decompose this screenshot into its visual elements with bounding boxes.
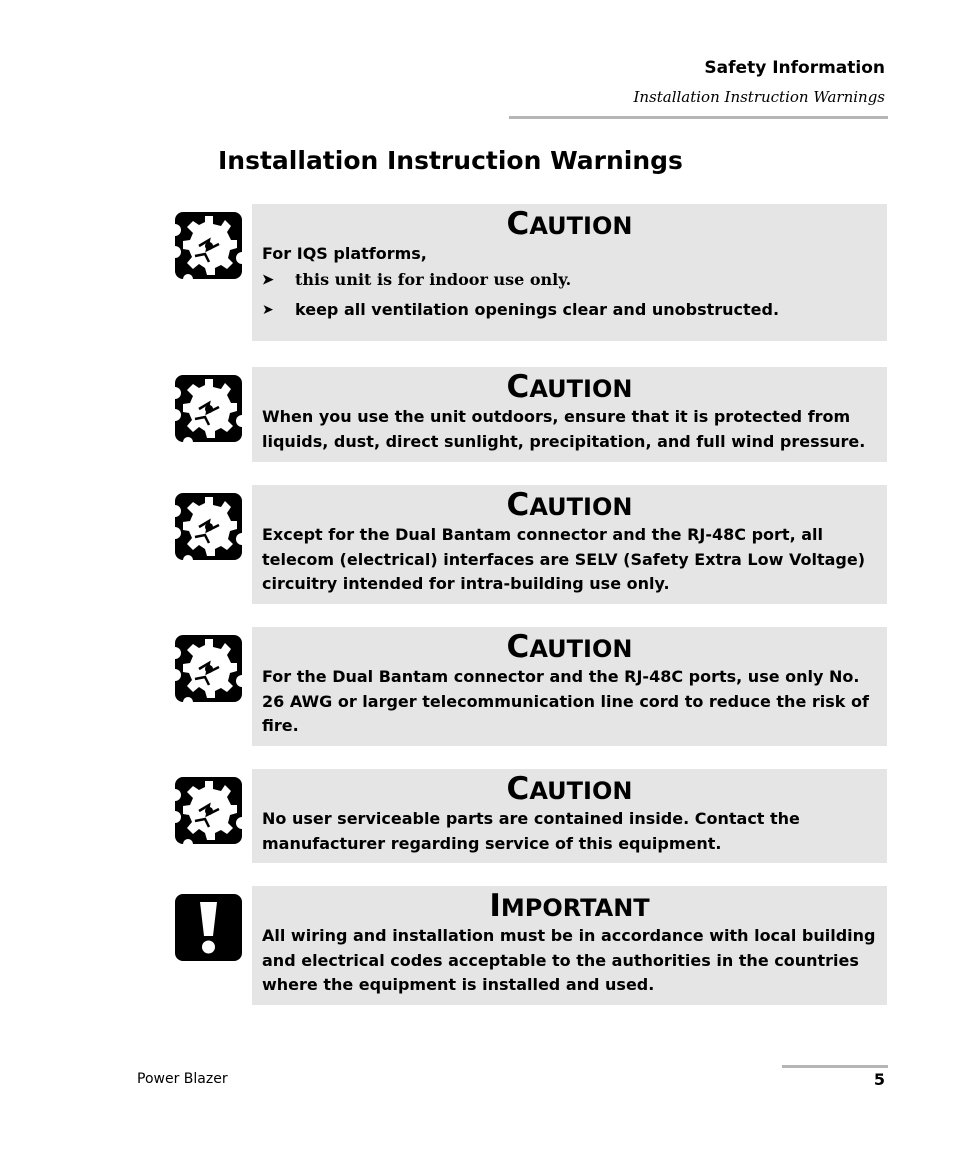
footer-product-name: Power Blazer — [137, 1071, 228, 1087]
caution-heading: CAUTION — [506, 487, 633, 523]
caution-text: When you use the unit outdoors, ensure that it is protected from liquids, dust, direct sunlight, precipitation, and full wind pressure. — [262, 407, 866, 451]
caution-box — [252, 367, 887, 462]
caution-heading: CAUTION — [506, 771, 633, 807]
caution-bullet-list — [262, 265, 877, 325]
caution-icon — [175, 777, 242, 844]
caution-text: Except for the Dual Bantam connector and the RJ-48C port, all telecom (electrical) interfaces are SELV (Safety Extra Low Voltage) circuitry intended for intra-building use only. — [262, 525, 866, 593]
arrow-bullet-icon: ➤ — [262, 301, 274, 318]
caution-icon — [175, 375, 242, 442]
important-text: All wiring and installation must be in accordance with local building and electrical codes acceptable to the authorities in the countries where the equipment is installed and used. — [262, 926, 876, 994]
page-title: Installation Instruction Warnings — [218, 146, 683, 175]
bullet-item: ➤ this unit is for indoor use only. — [262, 265, 877, 295]
caution-heading: CAUTION — [506, 206, 633, 242]
caution-heading: CAUTION — [506, 629, 633, 665]
running-header-subsection: Installation Instruction Warnings — [633, 88, 885, 106]
footer-rule — [782, 1065, 888, 1068]
important-box — [252, 886, 887, 1005]
caution-icon — [175, 212, 242, 279]
caution-text: No user serviceable parts are contained inside. Contact the manufacturer regarding service of this equipment. — [262, 809, 800, 853]
important-icon — [175, 894, 242, 961]
page-number: 5 — [873, 1070, 885, 1089]
important-heading: IMPORTANT — [489, 888, 650, 924]
running-header-section: Safety Information — [704, 58, 885, 78]
caution-icon — [175, 493, 242, 560]
caution-heading: CAUTION — [506, 369, 633, 405]
header-rule — [509, 116, 888, 119]
caution-box — [252, 204, 887, 341]
caution-box — [252, 485, 887, 604]
caution-text: For the Dual Bantam connector and the RJ-48C ports, use only No. 26 AWG or larger telecommunication line cord to reduce the risk of fire. — [262, 667, 869, 735]
caution-box — [252, 627, 887, 746]
caution-intro: For IQS platforms, — [262, 244, 427, 263]
bullet-item: ➤ keep all ventilation openings clear and unobstructed. — [262, 295, 877, 325]
caution-icon — [175, 635, 242, 702]
caution-box — [252, 769, 887, 863]
arrow-bullet-icon: ➤ — [262, 271, 274, 288]
